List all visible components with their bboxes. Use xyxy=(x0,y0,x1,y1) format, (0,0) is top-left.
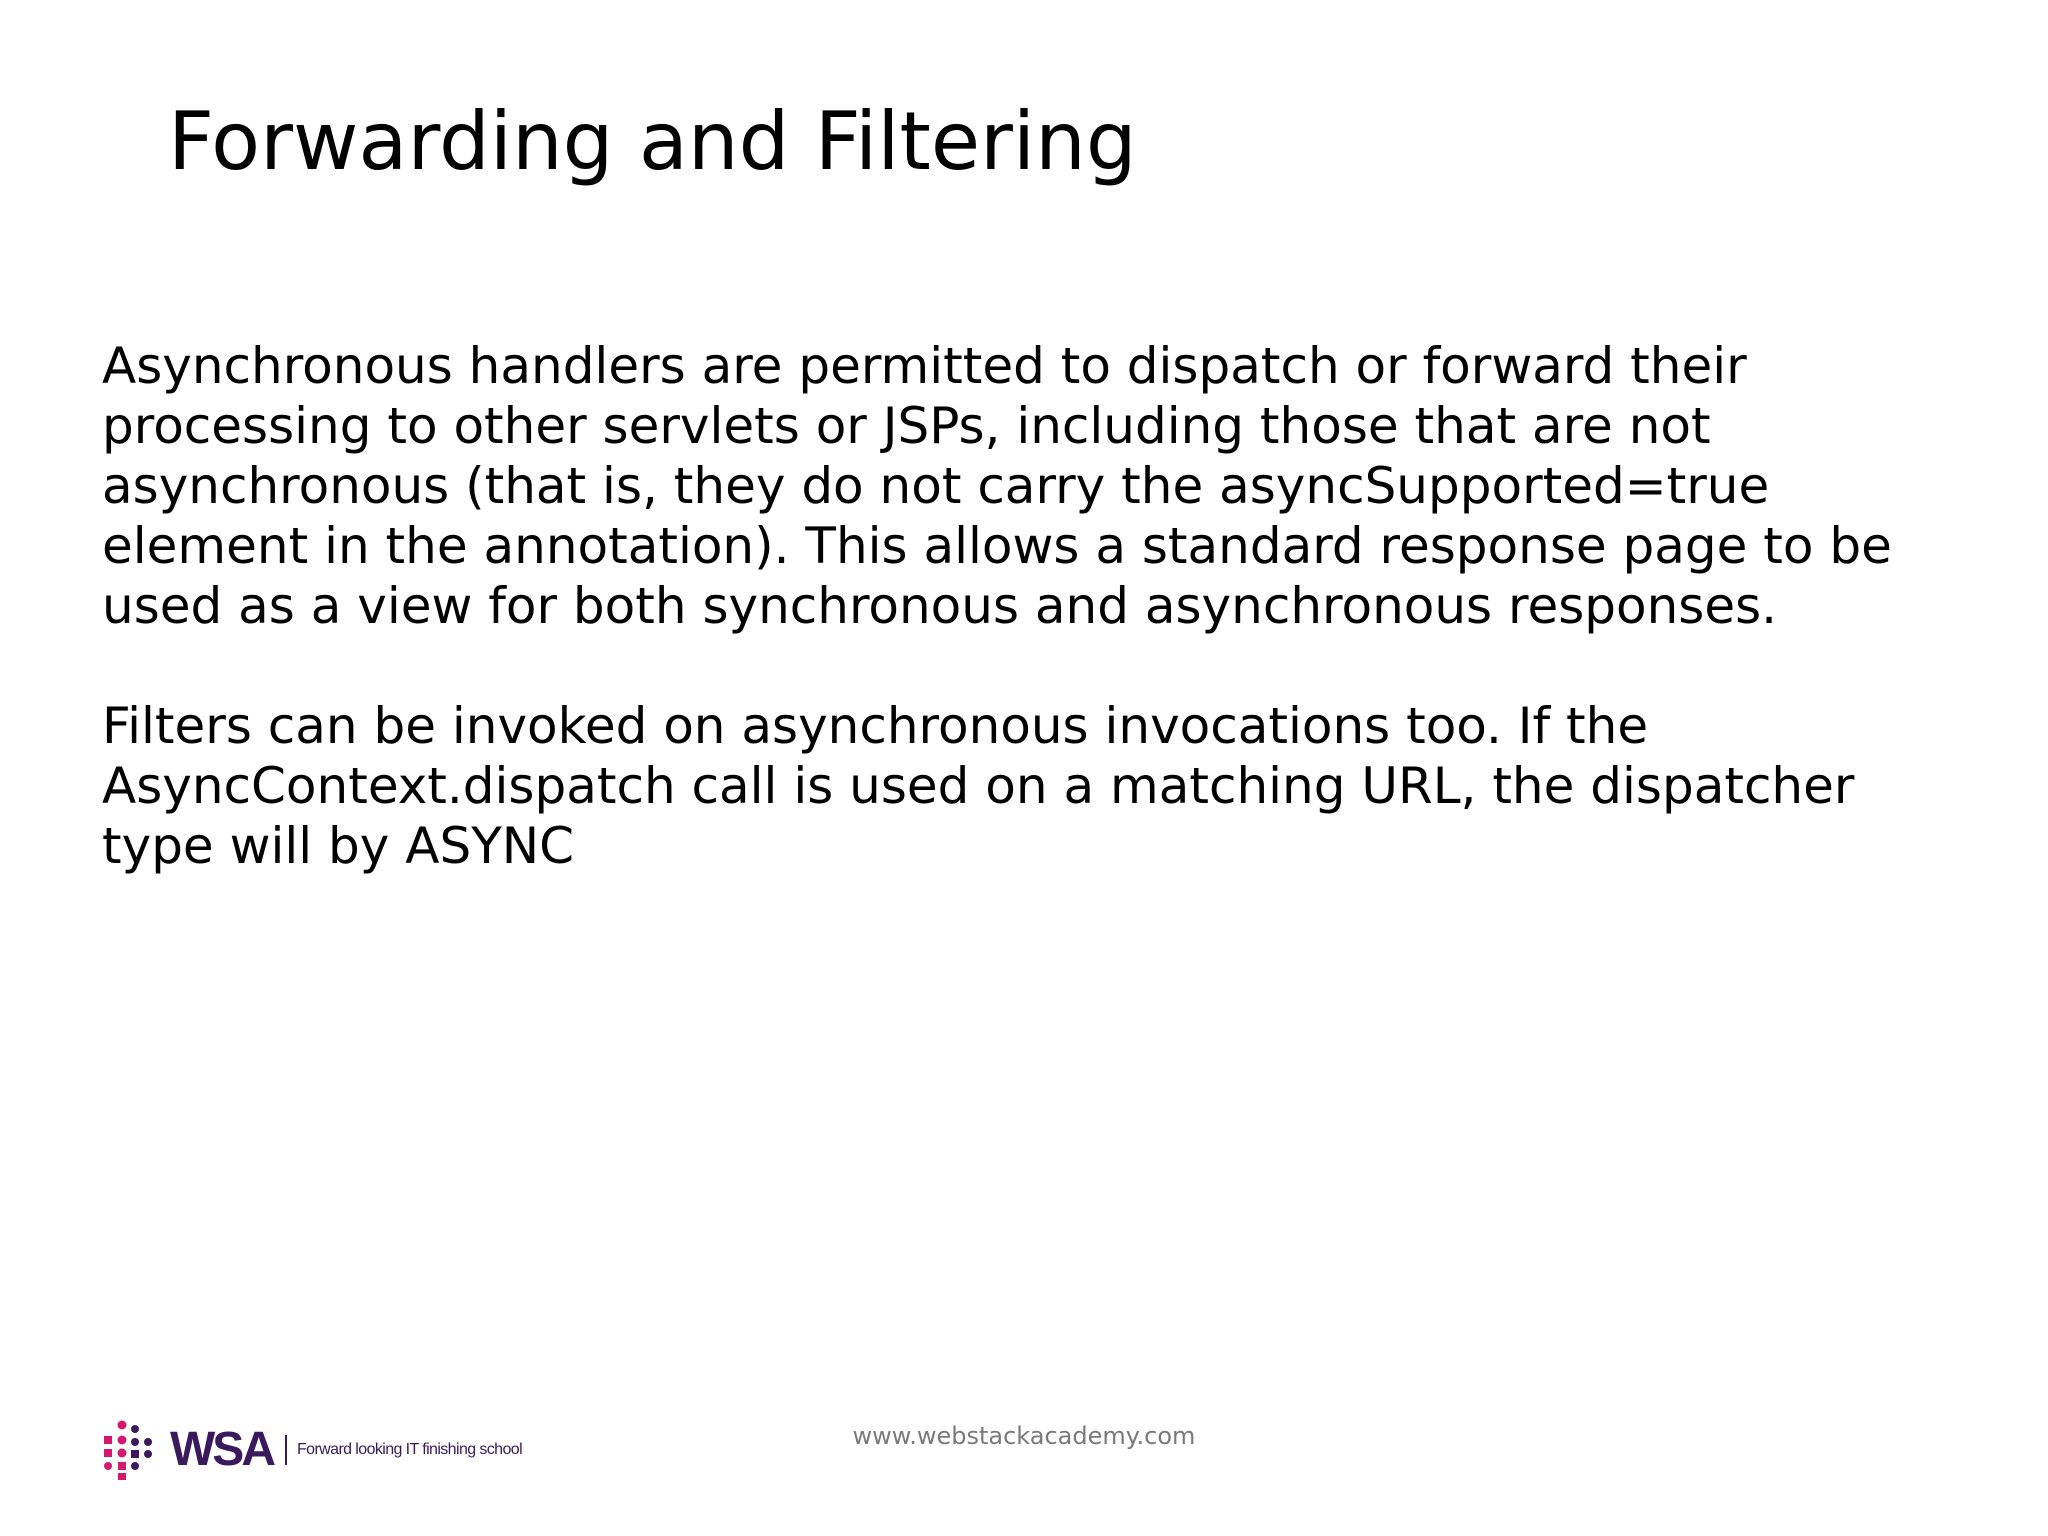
wsa-logo xyxy=(102,1420,522,1480)
logo-wordmark: WSA xyxy=(170,1423,273,1476)
footer-url: www.webstackacademy.com xyxy=(852,1422,1196,1450)
slide-title: Forwarding and Filtering xyxy=(168,95,1137,188)
logo-divider xyxy=(285,1435,287,1465)
logo-tagline: Forward looking IT finishing school xyxy=(296,1441,523,1458)
dot-grid-logo-icon xyxy=(102,1420,162,1480)
body-paragraph-dispatch: Asynchronous handlers are permitted to dispatch or forward their processing to other servlets or JSPs, including those that are not asynchronous (that is, they do not carry the asyncSupported=true element in the annotation). This allows a standard response page to be used as a view for both synchronous and asynchronous responses. xyxy=(102,337,1892,635)
slide-body xyxy=(102,336,1982,936)
body-paragraph-filters: Filters can be invoked on asynchronous invocations too. If the AsyncContext.dispatch call is used on a matching URL, the dispatcher type will by ASYNC xyxy=(102,697,1855,875)
